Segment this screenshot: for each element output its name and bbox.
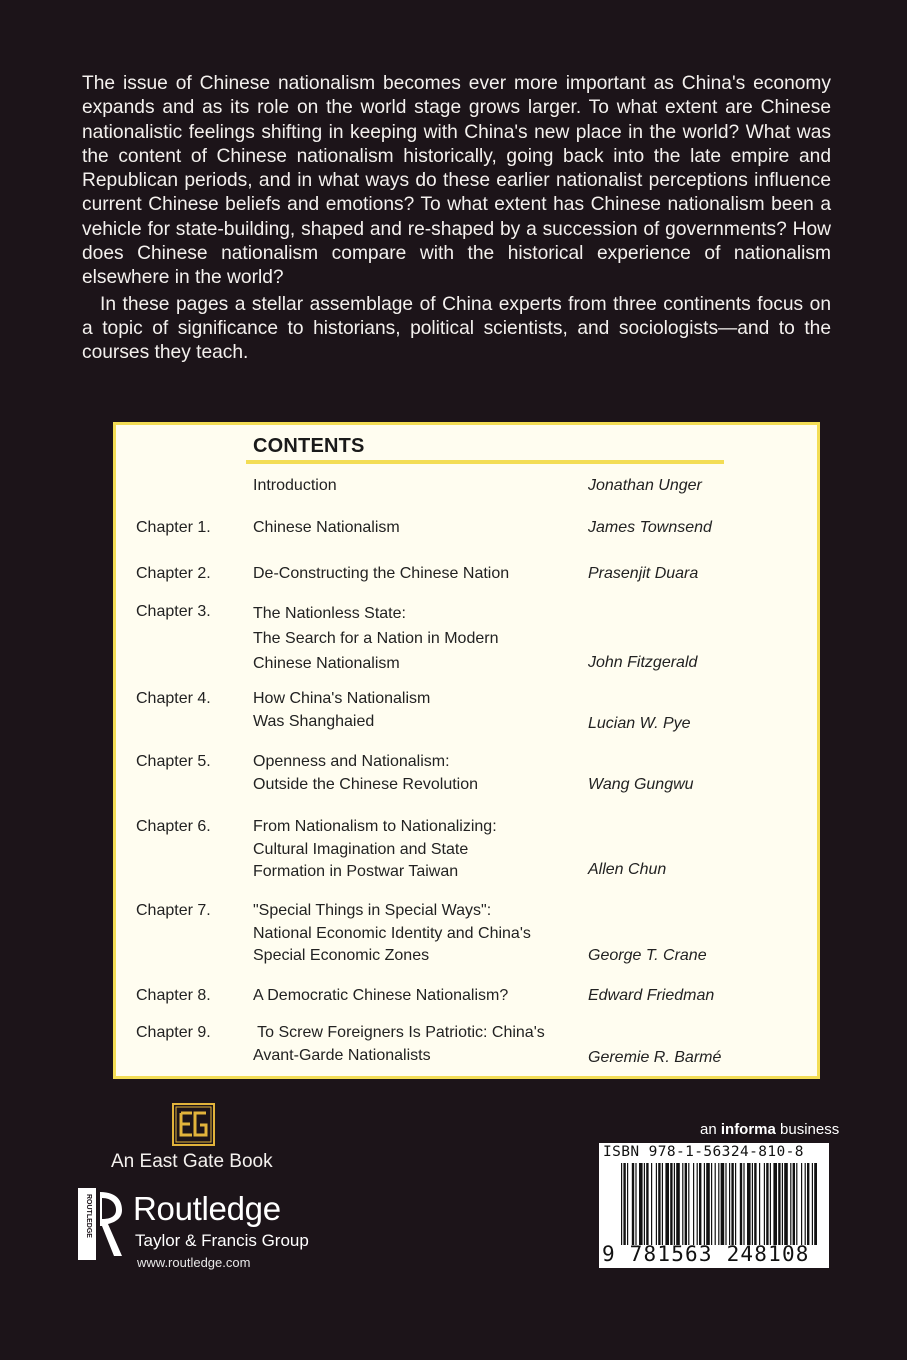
barcode-bar <box>644 1163 645 1245</box>
contents-underline <box>246 460 724 464</box>
toc-chapter-number: Chapter 9. <box>136 1024 211 1041</box>
barcode-bar <box>651 1163 652 1245</box>
barcode-bar <box>632 1163 634 1245</box>
barcode-bar <box>658 1163 660 1245</box>
barcode-bar <box>635 1163 636 1245</box>
taylor-francis-group: Taylor & Francis Group <box>135 1231 309 1250</box>
barcode-bar <box>784 1163 788 1245</box>
toc-chapter-number: Chapter 8. <box>136 987 211 1004</box>
barcode-bar <box>735 1163 736 1245</box>
informa-suffix: business <box>775 1121 840 1138</box>
toc-chapter-number: Chapter 7. <box>136 902 211 919</box>
toc-title: A Democratic Chinese Nationalism? <box>253 987 509 1004</box>
toc-author: Lucian W. Pye <box>588 715 691 732</box>
informa-bold: informa <box>720 1121 776 1138</box>
barcode-bar <box>805 1163 806 1245</box>
barcode-bar <box>685 1163 687 1245</box>
barcode-bar <box>646 1163 648 1245</box>
svg-text:ROUTLEDGE: ROUTLEDGE <box>85 1194 92 1238</box>
barcode-bar <box>715 1163 716 1245</box>
toc-chapter-number: Chapter 3. <box>136 603 211 620</box>
toc-title: How China's Nationalism Was Shanghaied <box>253 690 431 730</box>
east-gate-logo-icon <box>172 1103 215 1146</box>
isbn-barcode <box>599 1143 829 1268</box>
blurb-paragraph-2: In these pages a stellar assemblage of China experts from three continents focus on a topic of significance to historians, political scientists, and sociologists—and to the courses they teach. <box>82 293 831 364</box>
barcode-bar <box>697 1163 698 1245</box>
toc-title: Openness and Nationalism: Outside the Chinese Revolution <box>253 753 479 793</box>
barcode-bar <box>662 1163 663 1245</box>
barcode-bar <box>778 1163 780 1245</box>
toc-chapter-number: Chapter 6. <box>136 818 211 835</box>
contents-box <box>113 422 820 1079</box>
barcode-bar <box>752 1163 753 1245</box>
barcode-bar <box>747 1163 751 1245</box>
toc-title: Introduction <box>253 477 337 494</box>
barcode-bar <box>790 1163 791 1245</box>
barcode-bar <box>670 1163 672 1245</box>
toc-title: To Screw Foreigners Is Patriotic: China's Avant-Garde Nationalists <box>253 1024 545 1064</box>
barcode-bar <box>793 1163 795 1245</box>
barcode-bar <box>623 1163 625 1245</box>
toc-author: John Fitzgerald <box>588 654 698 671</box>
barcode-bar <box>665 1163 669 1245</box>
barcode-bar <box>674 1163 675 1245</box>
barcode-bar <box>740 1163 742 1245</box>
barcode-bar <box>812 1163 813 1245</box>
barcode-bar <box>682 1163 683 1245</box>
barcode-bar <box>731 1163 733 1245</box>
toc-chapter-number: Chapter 4. <box>136 690 211 707</box>
toc-title: The Nationless State: The Search for a Nation in Modern Chinese Nationalism <box>253 605 499 672</box>
barcode-bar <box>807 1163 809 1245</box>
barcode-bar <box>773 1163 777 1245</box>
toc-chapter-number: Chapter 1. <box>136 519 211 536</box>
ean-digits: 9 781563 248108 <box>602 1242 810 1266</box>
toc-author: George T. Crane <box>588 947 707 964</box>
toc-title: "Special Things in Special Ways": National Economic Identity and China's Special Economic Zones <box>253 902 531 964</box>
barcode-bar <box>764 1163 765 1245</box>
barcode-bar <box>718 1163 719 1245</box>
barcode-bar <box>688 1163 689 1245</box>
toc-title: Chinese Nationalism <box>253 519 400 536</box>
toc-author: James Townsend <box>588 519 712 536</box>
barcode-bar <box>621 1163 622 1245</box>
contents-heading: CONTENTS <box>253 435 365 457</box>
toc-author: Jonathan Unger <box>588 477 702 494</box>
routledge-logo-icon <box>78 1188 126 1260</box>
routledge-name: Routledge <box>133 1190 281 1227</box>
barcode-bar <box>639 1163 643 1245</box>
toc-author: Geremie R. Barmé <box>588 1049 722 1066</box>
back-cover-blurb <box>82 72 831 366</box>
barcode-bar <box>721 1163 725 1245</box>
barcode-bar <box>754 1163 756 1245</box>
informa-business-label <box>700 1121 839 1138</box>
isbn-text: ISBN 978-1-56324-810-8 <box>603 1144 804 1160</box>
informa-prefix: an <box>700 1121 721 1138</box>
barcode-bar <box>725 1163 726 1245</box>
barcode-bar <box>766 1163 768 1245</box>
barcode-bar <box>729 1163 730 1245</box>
east-gate-label: An East Gate Book <box>111 1151 273 1172</box>
barcode-bar <box>759 1163 760 1245</box>
barcode-bar <box>656 1163 657 1245</box>
barcode-bar <box>796 1163 797 1245</box>
barcode-bar <box>743 1163 744 1245</box>
barcode-bar <box>770 1163 771 1245</box>
toc-chapter-number: Chapter 5. <box>136 753 211 770</box>
barcode-bar <box>699 1163 701 1245</box>
toc-chapter-number: Chapter 2. <box>136 565 211 582</box>
publisher-url: www.routledge.com <box>137 1255 251 1270</box>
barcode-bar <box>676 1163 680 1245</box>
barcode-bar <box>627 1163 628 1245</box>
toc-author: Prasenjit Duara <box>588 565 699 582</box>
barcode-bar <box>814 1163 817 1245</box>
toc-title: De-Constructing the Chinese Nation <box>253 565 510 582</box>
barcode-bar <box>801 1163 802 1245</box>
barcode-bar <box>706 1163 710 1245</box>
toc-title: From Nationalism to Nationalizing: Cultural Imagination and State Formation in Postwar Taiwan <box>253 818 497 880</box>
barcode-bar <box>711 1163 712 1245</box>
barcode-bar <box>704 1163 705 1245</box>
toc-author: Allen Chun <box>588 861 667 878</box>
barcode-bar <box>782 1163 783 1245</box>
barcode-bar <box>693 1163 694 1245</box>
toc-author: Edward Friedman <box>588 987 715 1004</box>
toc-author: Wang Gungwu <box>588 776 694 793</box>
blurb-paragraph-1: The issue of Chinese nationalism becomes ever more important as China's economy expands and as its role on the world stage grows larger. To what extent are Chinese nationalistic feelings shifting in keeping with China's new place in the world? What was the content of Chinese nationalism historically, going back into the late empire and Republican periods, and in what ways do these earlier nationalist perceptions influence current Chinese beliefs and emotions? To what extent has Chinese nationalism been a vehicle for state-building, shaped and re-shaped by a succession of governments? How does Chinese nationalism compare with the historical experience of nationalism elsewhere in the world? <box>82 73 831 289</box>
